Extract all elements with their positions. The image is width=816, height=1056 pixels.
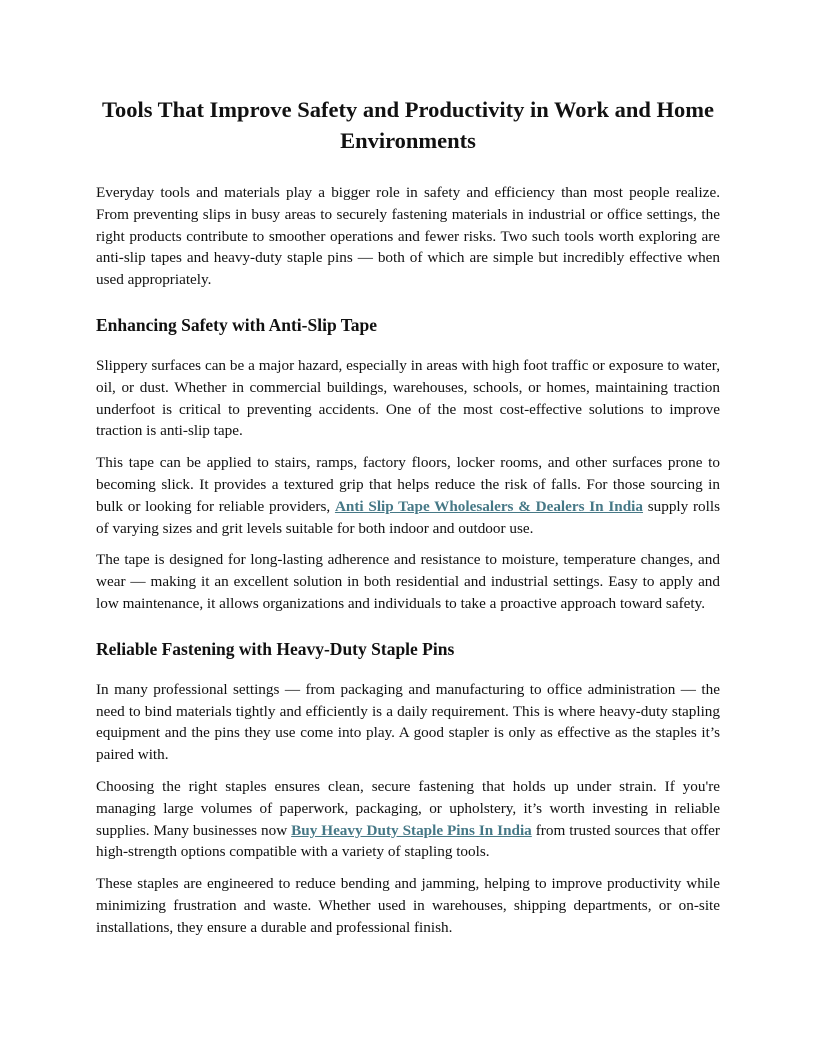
document-title: Tools That Improve Safety and Productivity in Work and Home Environments (102, 97, 714, 153)
paragraph: In many professional settings — from packaging and manufacturing to office administration — the need to bind materials tightly and efficiently is a daily requirement. This is where heavy-duty stapling equipment and the pins they use come into play. A good stapler is only as effective as the staples it’s paired with. (96, 680, 720, 764)
section-heading-staple-pins: Reliable Fastening with Heavy-Duty Staple Pins (96, 638, 455, 659)
paragraph: Slippery surfaces can be a major hazard, especially in areas with high foot traffic or exposure to water, oil, or dust. Whether in commercial buildings, warehouses, schools, or homes, maintaining traction underfoot is critical to preventing accidents. One of the most cost-effective solutions to improve traction is anti-slip tape. (96, 356, 720, 440)
intro-paragraph: Everyday tools and materials play a bigger role in safety and efficiency than most people realize. From preventing slips in busy areas to securely fastening materials in industrial or office settings, the right products contribute to smoother operations and fewer risks. Two such tools worth exploring are anti-slip tapes and heavy-duty staple pins — both of which are simple but incredibly effective when used appropriately. (96, 184, 720, 289)
text: supply rolls of varying sizes and grit levels suitable for both indoor and outdoor use. (96, 497, 720, 537)
paragraph-with-link (96, 776, 720, 863)
text: This tape can be applied to stairs, ramps, factory floors, locker rooms, and other surfaces prone to becoming slick. It provides a textured grip that helps reduce the risk of falls. For those sourcing in bulk or looking for reliable providers, (96, 454, 720, 515)
paragraph: The tape is designed for long-lasting adherence and resistance to moisture, temperature changes, and wear — making it an excellent solution in both residential and industrial settings. Easy to apply and low maintenance, it allows organizations and individuals to take a proactive approach toward safety. (96, 551, 720, 612)
section-heading-anti-slip: Enhancing Safety with Anti-Slip Tape (96, 314, 378, 335)
paragraph-with-link (96, 452, 720, 539)
anti-slip-tape-link[interactable]: Anti Slip Tape Wholesalers & Dealers In India (334, 497, 643, 515)
staple-pins-link[interactable]: Buy Heavy Duty Staple Pins In India (291, 821, 532, 839)
document-page (96, 94, 720, 949)
text: from trusted sources that offer high-strength options compatible with a variety of stapling tools. (96, 821, 720, 861)
paragraph: These staples are engineered to reduce bending and jamming, helping to improve productivity while minimizing frustration and waste. Whether used in warehouses, shipping departments, or on-site installations, they ensure a durable and professional finish. (96, 875, 720, 936)
text: Choosing the right staples ensures clean, secure fastening that holds up under strain. If you're managing large volumes of paperwork, packaging, or upholstery, it’s worth investing in reliable supplies. Many businesses now (96, 777, 720, 839)
